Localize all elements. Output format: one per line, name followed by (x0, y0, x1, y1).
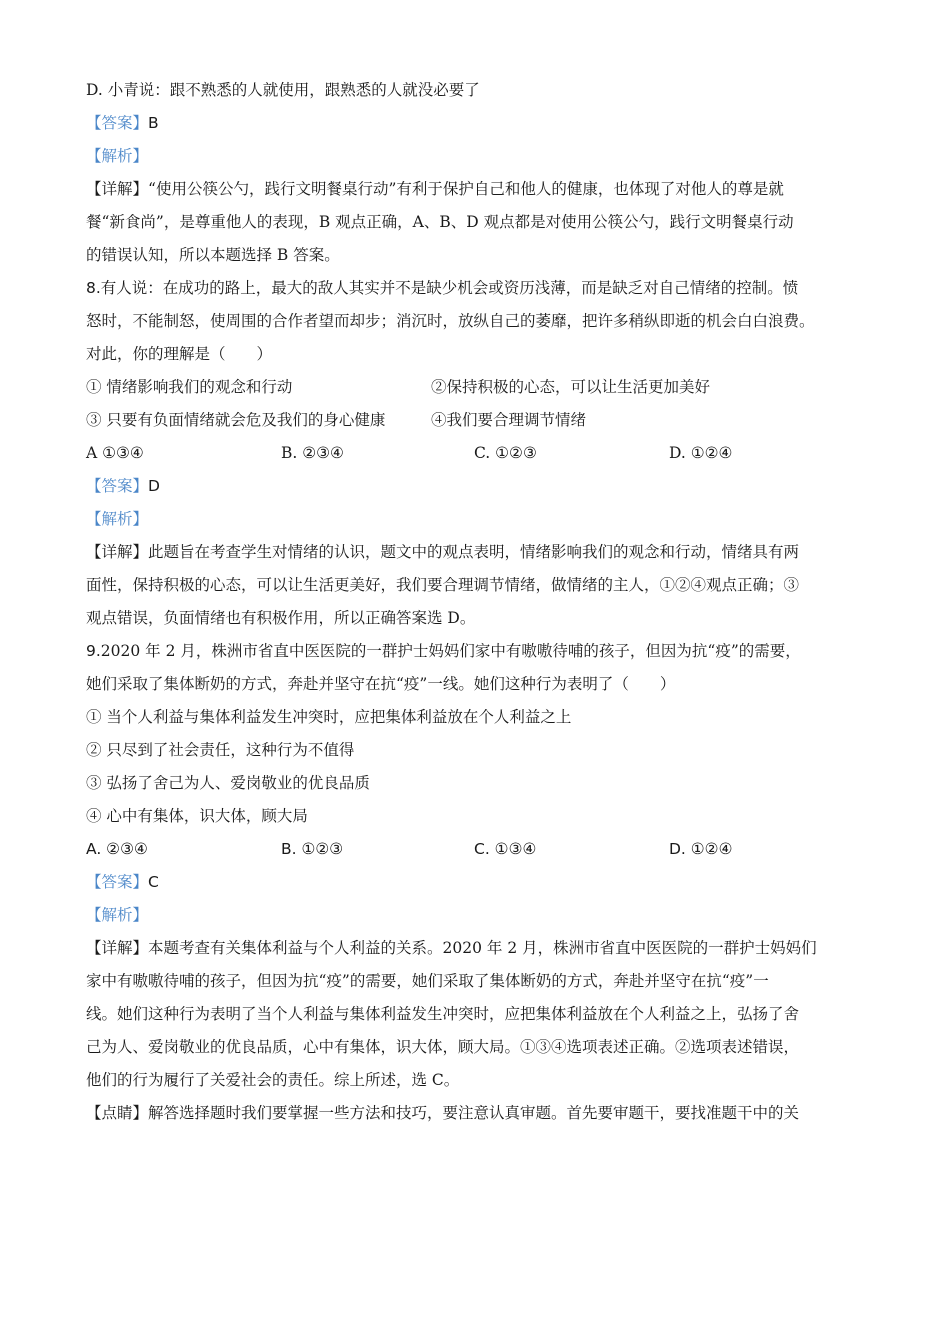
q8-stem-line (86, 272, 866, 305)
q8-statement: ① 情绪影响我们的观念和行动 (86, 378, 293, 396)
q7-option-d: D. 小青说：跟不熟悉的人就使用，跟熟悉的人就没必要了 (86, 81, 480, 99)
document-page (86, 74, 866, 1130)
q9-options-row (86, 833, 866, 866)
q9-answer: C (148, 873, 159, 891)
answer-tag: 【答案】 (86, 477, 149, 495)
q8-stem-line: 对此，你的理解是（ ） (86, 345, 273, 363)
q8-statement-row (86, 371, 866, 404)
q8-detail-line (86, 536, 866, 569)
q8-option-a: A ①③④ (86, 444, 144, 462)
q7-detail-line: 的错误认知，所以本题选择 B 答案。 (86, 246, 340, 264)
q9-answer-line (86, 866, 866, 899)
q9-detail-line (86, 932, 866, 965)
q9-analysis-line (86, 899, 866, 932)
q8-stem-text: 有人说：在成功的路上，最大的敌人其实并不是缺少机会或资历浅薄，而是缺乏对自己情绪的控制。愤 (100, 279, 799, 297)
answer-tag: 【答案】 (86, 873, 149, 891)
q9-statement: ① 当个人利益与集体利益发生冲突时，应把集体利益放在个人利益之上 (86, 708, 572, 726)
q8-statement: ④我们要合理调节情绪 (431, 411, 587, 429)
detail-tag: 【详解】 (86, 939, 149, 957)
q8-analysis-line (86, 503, 866, 536)
q9-stem-line (86, 635, 866, 668)
q9-statement: ③ 弘扬了舍己为人、爱岗敬业的优良品质 (86, 774, 370, 792)
q8-answer: D (148, 477, 160, 495)
q9-detail-line: 家中有嗷嗷待哺的孩子，但因为抗“疫”的需要，她们采取了集体断奶的方式，奔赴并坚守在抗“疫”一 (86, 972, 769, 990)
q9-detail-line: 他们的行为履行了关爱社会的责任。综上所述，选 C。 (86, 1071, 460, 1089)
q7-detail-text: “使用公筷公勺，践行文明餐桌行动”有利于保护自己和他人的健康，也体现了对他人的尊是就 (148, 180, 784, 198)
q9-detail-text: 本题考查有关集体利益与个人利益的关系。2020 年 2 月，株洲市省直中医医院的一群护士妈妈们 (148, 939, 817, 957)
analysis-tag: 【解析】 (86, 147, 149, 165)
q8-statement-row (86, 404, 866, 437)
analysis-tag: 【解析】 (86, 510, 149, 528)
q9-tip-line (86, 1097, 866, 1130)
tip-tag: 【点睛】 (86, 1104, 149, 1122)
q7-detail-line: 餐“新食尚”，是尊重他人的表现，B 观点正确，A、B、D 观点都是对使用公筷公勺，践行文明餐桌行动 (86, 213, 794, 231)
q8-number: 8. (86, 279, 101, 297)
q8-option-d: D. ①②④ (669, 444, 733, 462)
q8-detail-text: 此题旨在考查学生对情绪的认识，题文中的观点表明，情绪影响我们的观念和行动，情绪具有两 (148, 543, 800, 561)
q9-option-a: A. ②③④ (86, 840, 148, 858)
q9-option-d: D. ①②④ (669, 840, 733, 858)
q9-detail-line: 己为人、爱岗敬业的优良品质，心中有集体，识大体，顾大局。①③④选项表述正确。②选项表述错误， (86, 1038, 800, 1056)
detail-tag: 【详解】 (86, 180, 149, 198)
q9-statement: ② 只尽到了社会责任，这种行为不值得 (86, 741, 355, 759)
q8-statement: ③ 只要有负面情绪就会危及我们的身心健康 (86, 411, 386, 429)
q8-answer-line (86, 470, 866, 503)
q7-detail-line (86, 173, 866, 206)
answer-tag: 【答案】 (86, 114, 149, 132)
q8-stem-line: 怒时，不能制怒，使周围的合作者望而却步；消沉时，放纵自己的萎靡，把许多稍纵即逝的机会白白浪费。 (86, 312, 815, 330)
q8-option-b: B. ②③④ (281, 444, 344, 462)
q9-stem-line: 她们采取了集体断奶的方式，奔赴并坚守在抗“疫”一线。她们这种行为表明了（ ） (86, 675, 676, 693)
detail-tag: 【详解】 (86, 543, 149, 561)
q8-detail-line: 观点错误，负面情绪也有积极作用，所以正确答案选 D。 (86, 609, 476, 627)
q9-detail-line: 线。她们这种行为表明了当个人利益与集体利益发生冲突时，应把集体利益放在个人利益之上，弘扬了舍 (86, 1005, 800, 1023)
q9-option-c: C. ①③④ (474, 840, 537, 858)
q8-option-c: C. ①②③ (474, 444, 537, 462)
q9-statement: ④ 心中有集体，识大体，顾大局 (86, 807, 308, 825)
q9-stem-text: 2020 年 2 月，株洲市省直中医医院的一群护士妈妈们家中有嗷嗷待哺的孩子，但因为抗“疫”的需要， (100, 642, 801, 660)
q9-tip-text: 解答选择题时我们要掌握一些方法和技巧，要注意认真审题。首先要审题干，要找准题干中的关 (148, 1104, 800, 1122)
q7-analysis-line (86, 140, 866, 173)
q7-answer-line (86, 107, 866, 140)
q7-answer: B (148, 114, 159, 132)
q8-detail-line: 面性，保持积极的心态，可以让生活更美好，我们要合理调节情绪，做情绪的主人，①②④观点正确；③ (86, 576, 800, 594)
analysis-tag: 【解析】 (86, 906, 149, 924)
q9-number: 9. (86, 642, 101, 660)
q8-statement: ②保持积极的心态，可以让生活更加美好 (431, 378, 711, 396)
q8-options-row (86, 437, 866, 470)
q9-option-b: B. ①②③ (281, 840, 344, 858)
